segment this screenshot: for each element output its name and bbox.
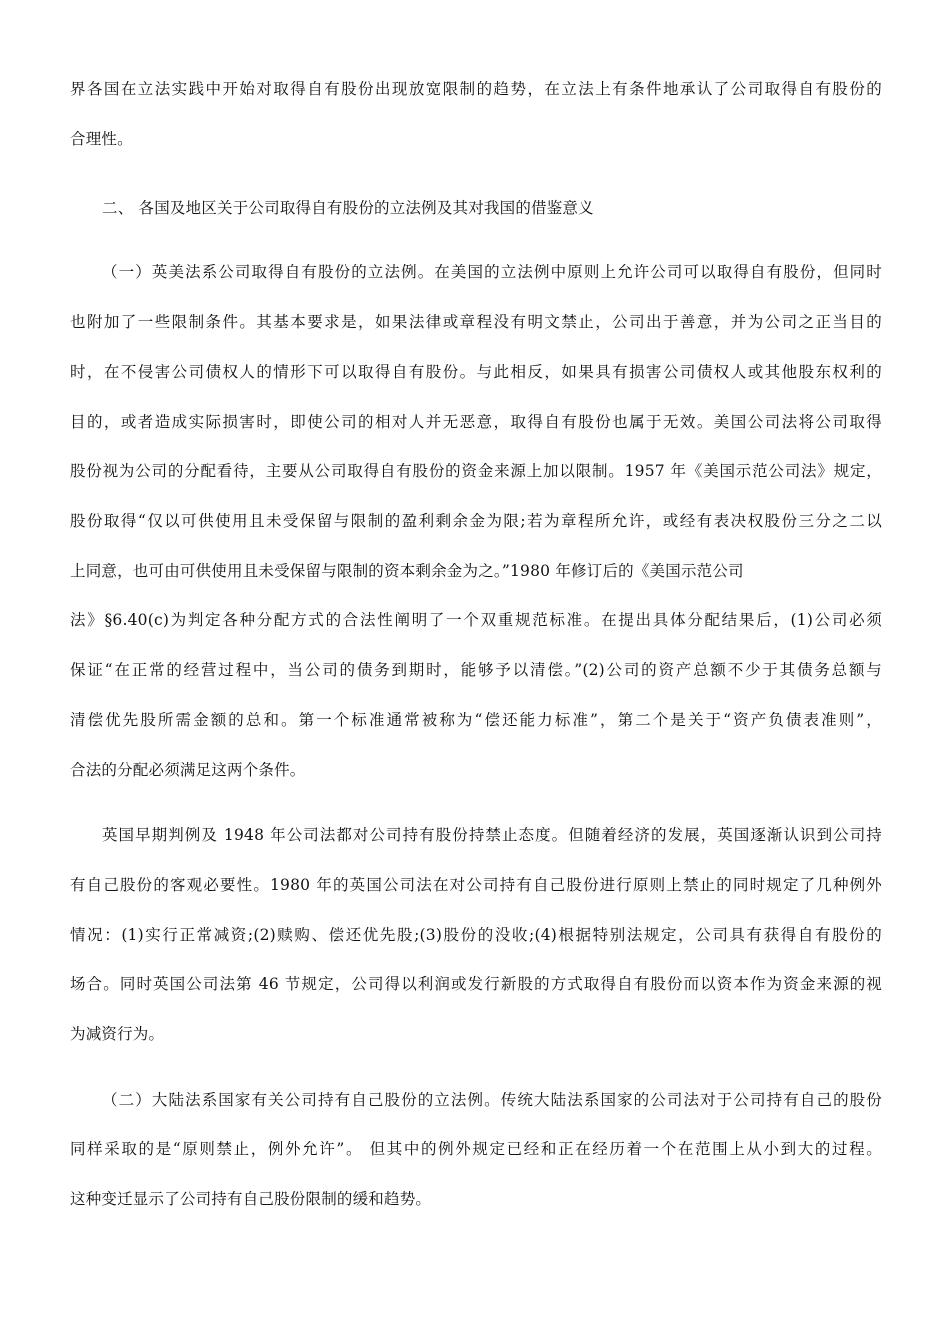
text-line: 为减资行为。: [70, 1025, 165, 1043]
text-line: （二）大陆法系国家有关公司持有自己股份的立法例。传统大陆法系国家的公司法对于公司持有自己的股份: [102, 1091, 882, 1109]
text-line: 界各国在立法实践中开始对取得自有股份出现放宽限制的趋势，在立法上有条件地承认了公司取得自有股份的: [70, 80, 882, 98]
text-line: （一）英美法系公司取得自有股份的立法例。在美国的立法例中原则上允许公司可以取得自有股份，但同时: [102, 263, 882, 281]
text-line: 同样采取的是“原则禁止，例外允许”。 但其中的例外规定已经和正在经历着一个在范围上从小到大的过程。: [70, 1140, 882, 1158]
text-line: 法》§6.40(c)为判定各种分配方式的合法性阐明了一个双重规范标准。在提出具体分配结果后，(1)公司必须: [70, 611, 882, 629]
text-line: 股份取得“仅以可供使用且未受保留与限制的盈利剩余金为限;若为章程所允许，或经有表决权股份三分之二以: [70, 512, 882, 530]
text-line: 时，在不侵害公司债权人的情形下可以取得自有股份。与此相反，如果具有损害公司债权人或其他股东权利的: [70, 363, 882, 381]
section-heading: 二、 各国及地区关于公司取得自有股份的立法例及其对我国的借鉴意义: [102, 199, 594, 217]
text-line: 合理性。: [70, 130, 133, 148]
text-line: 英国早期判例及 1948 年公司法都对公司持有股份持禁止态度。但随着经济的发展，英国逐渐认识到公司持: [102, 826, 882, 844]
text-line: 情况：(1)实行正常减资;(2)赎购、偿还优先股;(3)股份的没收;(4)根据特别法规定，公司具有获得自有股份的: [70, 926, 882, 944]
text-line: 清偿优先股所需金额的总和。第一个标准通常被称为“偿还能力标准”，第二个是关于“资产负债表准则”，: [70, 711, 882, 729]
text-line: 合法的分配必须满足这两个条件。: [70, 761, 306, 779]
text-line: 也附加了一些限制条件。其基本要求是，如果法律或章程没有明文禁止，公司出于善意，并为公司之正当目的: [70, 313, 882, 331]
text-line: 场合。同时英国公司法第 46 节规定，公司得以利润或发行新股的方式取得自有股份而以资本作为资金来源的视: [70, 975, 882, 993]
text-line: 股份视为公司的分配看待，主要从公司取得自有股份的资金来源上加以限制。1957 年《美国示范公司法》规定，: [70, 462, 882, 480]
text-line: 有自己股份的客观必要性。1980 年的英国公司法在对公司持有自己股份进行原则上禁止的同时规定了几种例外: [70, 876, 882, 894]
text-line: 这种变迁显示了公司持有自己股份限制的缓和趋势。: [70, 1190, 432, 1208]
text-line: 目的，或者造成实际损害时，即使公司的相对人并无恶意，取得自有股份也属于无效。美国公司法将公司取得: [70, 413, 882, 431]
text-line: 上同意，也可由可供使用且未受保留与限制的资本剩余金为之。”1980 年修订后的《美国示范公司: [70, 562, 744, 580]
text-line: 保证“在正常的经营过程中，当公司的债务到期时，能够予以清偿。”(2)公司的资产总额不少于其债务总额与: [70, 661, 882, 679]
